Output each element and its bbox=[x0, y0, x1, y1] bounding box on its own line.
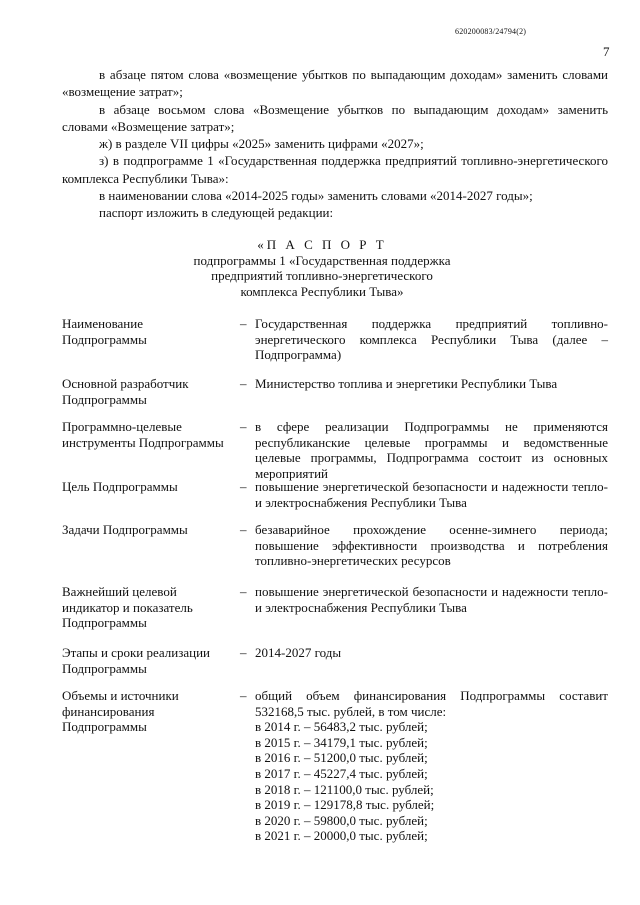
funding-year: в 2019 г. – 129178,8 тыс. рублей; bbox=[255, 797, 435, 813]
passport-title: «П А С П О Р Т bbox=[257, 237, 387, 252]
row-value: повышение энергетической безопасности и надежности тепло- и электроснабжения Республики Тыва bbox=[255, 479, 608, 510]
paragraph: з) в подпрограмме 1 «Государственная поддержка предприятий топливно-энергетического комплекса Республики Тыва»: bbox=[62, 153, 608, 186]
amendment-text bbox=[62, 66, 608, 222]
row-dash: – bbox=[240, 522, 247, 537]
row-label: Важнейший целевой индикатор и показатель Подпрограммы bbox=[62, 584, 193, 631]
row-value: в сфере реализации Подпрограммы не применяются республиканские целевые программы и ведомственные целевые программы, Подпрограмма состоит из основных мероприятий bbox=[255, 419, 608, 481]
row-dash: – bbox=[240, 316, 247, 331]
row-value: безаварийное прохождение осенне-зимнего периода; повышение эффективности производства и потребления топливно-энергетических ресурсов bbox=[255, 522, 608, 569]
row-label: Задачи Подпрограммы bbox=[62, 522, 188, 537]
funding-year: в 2014 г. – 56483,2 тыс. рублей; bbox=[255, 719, 428, 735]
row-label: Наименование Подпрограммы bbox=[62, 316, 147, 347]
row-dash: – bbox=[240, 584, 247, 599]
row-label: Объемы и источники финансирования Подпрограммы bbox=[62, 688, 179, 735]
row-value: Государственная поддержка предприятий топливно-энергетического комплекса Республики Тыва (далее – Подпрограмма) bbox=[255, 316, 608, 363]
row-dash: – bbox=[240, 479, 247, 494]
row-value: Министерство топлива и энергетики Республики Тыва bbox=[255, 376, 558, 391]
row-label: Цель Подпрограммы bbox=[62, 479, 178, 494]
row-value bbox=[255, 688, 608, 844]
row-dash: – bbox=[240, 688, 247, 703]
passport-subtitle-line: подпрограммы 1 «Государственная поддержка bbox=[193, 252, 451, 268]
passport-heading bbox=[150, 237, 494, 299]
paragraph: ж) в разделе VII цифры «2025» заменить цифрами «2027»; bbox=[99, 136, 424, 152]
funding-year: в 2020 г. – 59800,0 тыс. рублей; bbox=[255, 812, 428, 828]
document-id: 620200083/24794(2) bbox=[455, 27, 527, 36]
passport-subtitle-line: комплекса Республики Тыва» bbox=[240, 283, 404, 299]
page-number: 7 bbox=[603, 44, 610, 59]
paragraph: в абзаце восьмом слова «Возмещение убытков по выпадающим доходам» заменить словами «Возмещение затрат»; bbox=[62, 101, 608, 134]
row-label: Этапы и сроки реализации Подпрограммы bbox=[62, 645, 210, 676]
passport-subtitle-line: предприятий топливно-энергетического bbox=[211, 268, 433, 284]
row-dash: – bbox=[240, 376, 247, 391]
row-dash: – bbox=[240, 419, 247, 434]
funding-year: в 2021 г. – 20000,0 тыс. рублей; bbox=[255, 828, 428, 844]
row-label: Программно-целевые инструменты Подпрограммы bbox=[62, 419, 224, 450]
funding-year: в 2015 г. – 34179,1 тыс. рублей; bbox=[255, 734, 428, 750]
paragraph: в абзаце пятом слова «возмещение убытков по выпадающим доходам» заменить словами «возмещение затрат»; bbox=[62, 67, 608, 100]
funding-total: общий объем финансирования Подпрограммы составит 532168,5 тыс. рублей, в том числе: bbox=[255, 688, 608, 719]
row-label: Основной разработчик Подпрограммы bbox=[62, 376, 189, 407]
row-value: повышение энергетической безопасности и надежности тепло- и электроснабжения Республики Тыва bbox=[255, 584, 608, 615]
funding-year: в 2018 г. – 121100,0 тыс. рублей; bbox=[255, 781, 434, 797]
funding-year: в 2016 г. – 51200,0 тыс. рублей; bbox=[255, 750, 428, 766]
row-dash: – bbox=[240, 645, 247, 660]
paragraph: в наименовании слова «2014-2025 годы» заменить словами «2014-2027 годы»; bbox=[99, 188, 533, 204]
row-value: 2014-2027 годы bbox=[255, 645, 342, 660]
paragraph: паспорт изложить в следующей редакции: bbox=[99, 205, 334, 221]
funding-year: в 2017 г. – 45227,4 тыс. рублей; bbox=[255, 765, 428, 781]
